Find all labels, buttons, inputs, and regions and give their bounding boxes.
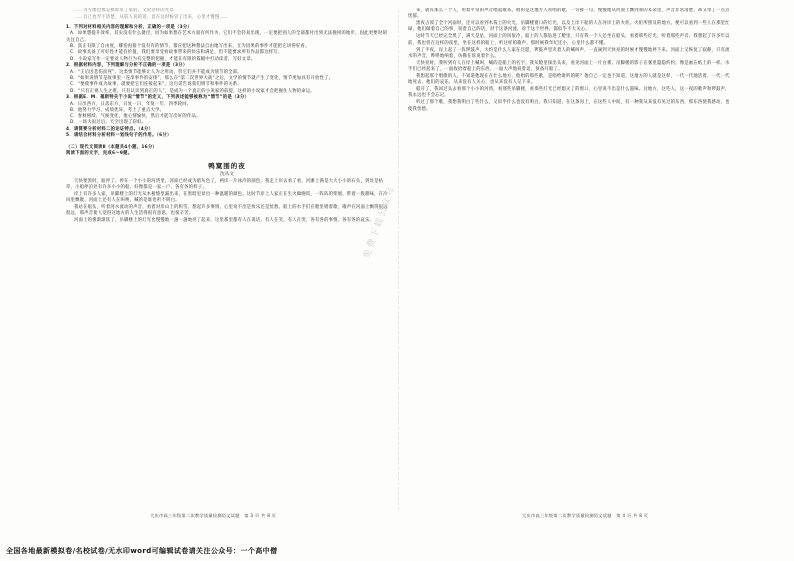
q1-option-d: D．小说家写作一定要对人物行为有完整的把握，才能在有限的篇幅中打动读者，写好文章。: [70, 56, 256, 62]
q3-option-d: D．一场大雨过后，天空出现了彩虹。: [70, 120, 147, 126]
article-title: 鸭窠围的夜: [208, 161, 246, 170]
question-1-stem: 1．下列对材料相关内容的理解和分析，正确的一项是（3分）: [66, 24, 193, 30]
q3-option-a: A．日出西方，日落东方，日复一日，年复一年，四季轮回。: [70, 101, 192, 107]
watermark-text: 免费下载公众号: [362, 184, 398, 260]
section-heading: （二）现代文阅读Ⅱ（本题共4小题，16分）: [66, 145, 158, 151]
page-footer-left: 大庆市高三年级第二次教学质量检测语文试题 第 3 页 共 8 页: [150, 513, 277, 518]
q3-option-b: B．他努力学习，成绩优异，考上了重点大学。: [70, 107, 165, 113]
article-paragraph: 天快要黑时，船停了。停在一个小小的河湾里，河面已经成为暗灰色了，两岸一片冰冷的颜色。我走上岸去看了看，河滩上满是大大小小的石头，到处是枯草，小船停泊处有许多小小的船，好像都是一家一户，各有各的样子。: [66, 178, 384, 190]
article-paragraph: 这时节天已经完全黑了，满天是星，河面上的风很冷，船上的人都钻进了舱里，只有我一个人还坐在船头，看着那些灯光，听着那些声音。我想起了许多年以前，我也曾在这样的夜里，坐在这样的船上，听这样的歌声，那时候我年纪还小，心里什么都不懂。: [408, 34, 730, 46]
q3-option-c: C．春秋相续，气候变化，他心情愉快，然后才能写出好的作品。: [70, 114, 201, 120]
top-line: ……自己也弄不清楚，从前人说的话，竟在这时候冒了出来，心里才慢慢……: [74, 14, 229, 20]
article-paragraph: 船开了，我回过头去看那个小小的河湾，看那些吊脚楼，看那些灯光已经熄灭了的窗口，心里说不出是什么滋味。这地方，这些人，这一夜的歌声和锣鼓声，我永远也不会忘记。: [408, 87, 730, 99]
q1-option-b: B．真正有限了自由度，哪怕再接个没有有的情节，都应把这种想法自由地写出来，互为因果的事件才能把它讲得好看。: [70, 44, 310, 50]
article-paragraph: 到了半夜，岸上起了一阵锣鼓声，大约是什么人家在还愿，锣鼓声里夹着人的喊叫声，一直闹到天快亮的时候才慢慢地停下来。河面上又恢复了寂静，只有流水的声音，哗哗地响着，仿佛在诉说着什么。: [408, 47, 730, 59]
q2-option-c: C．“要使事件成为故事，就要把它们连接起来”，这句话告诉我们情节和事件的关系。: [70, 82, 242, 88]
page-footer-right: 大庆市高三年级第二次教学质量检测语文试题 第 4 页 共 8 页: [522, 513, 649, 518]
q2-option-d: D．“只有正视人生之难，只有认识到真正的人”，是成为一个真正的小说家的前提，这样的小说家才会把握住人物的命运。: [70, 88, 315, 94]
question-2-stem: 2．根据材料内容，下列理解与分析不正确的一项是（3分）: [66, 62, 188, 68]
article-author: 沈从文: [220, 171, 234, 177]
question-3-stem: 3．根据E．M．福斯特关于小说“情节”的定义，下列表述能够被称为“情节”的是（3分）: [66, 94, 250, 100]
article-paragraph: 我站在船头，听着河水流动的声音，看着对岸山上的积雪，想起许多事情，心里说不出是快乐还是忧愁。船上的水手们在舱里唱着歌，歌声在河面上飘得很远很远，那声音使人觉得这地方的人生活得很有意思，也很辛苦。: [66, 205, 388, 217]
right-column: [408, 8, 733, 513]
top-line: ……为雪地也像是被欺负了似的，又说这样的光景: [74, 8, 175, 13]
article-paragraph: 黑夜占领了全个河面时，还可以看到木筏上的火光，吊脚楼窗口的灯光，以及上岸下船的人在河岸上的火炬。火炬所照及的地方，便可以看到一些人在那里忙碌，他们做着自己的事，说着自己的话，对于这条河流，对于这个世界，都似乎不大关心。: [408, 21, 730, 33]
article-paragraph: 我想起那个唱歌的人，不知道他现在在什么地方，他唱的那些歌，是唱给谁听的呢？他自己一定也不知道。这地方的人就是这样，一代一代地活着，一代一代地死去，他们的哀乐，从来没有人关心，也从来没有人记下来。: [408, 73, 730, 86]
bottom-banner: 全国各地最新模拟卷/名校试卷/无水印word可编辑试卷请关注公众号：一个高中僧: [6, 547, 278, 555]
q2-option-a: A．“王后因悲伤而死”，这类情节能够让人为之所动，但它们并不能成为情节的全部。: [70, 69, 242, 75]
article-paragraph: 来，就有那么一个人，用着平常的声音唱起歌来。唱的是这地方人常唱的歌，一句接一句，慢慢地从河面上飘到我的耳朵里，声音非常清楚，却又带了一点点忧郁。: [408, 8, 730, 20]
left-column: [66, 8, 388, 513]
section-instruction: 阅读下面的文字，完成6～9题。: [66, 151, 133, 157]
article-paragraph: 岸上有许多人家，吊脚楼上的灯光从木板缝里漏出来，在黑暗里显出一种温暖的颜色。这时节岸上人家正在生火做晚饭，一阵阵的柴烟，带着一股甜味，在冷风里飘散。河面上还有人在叫唤，喊的是谁也听不明白。: [66, 191, 388, 204]
q1-option-a: A．如果想提升效率，其实没有什么捷径，因为如果想在艺术方面有所作为，它们不会轻易出现，一定要把别人的全部都付出到无法挽回的地步，因此更要时刻关注自己。: [66, 31, 387, 43]
question-5: 5．请结合材料分析材料一划线句子的作用。（6分）: [66, 133, 172, 139]
article-paragraph: 河面上的雾渐渐浓了，吊脚楼上的灯光也慢慢地一盏一盏地亮了起来，这里那里都有人在说话，有人在笑，有人在哭，各有各的事情，各有各的哀乐。: [74, 218, 375, 224]
article-paragraph: 天快亮时，我听到有人在岸上喊叫，喊的是船上的名字。我从舱里探出头来，看见河面上一片白雾，吊脚楼的影子在雾里隐隐约约，像是画在纸上的一样。水手们已经起来了，一面收拾着船上的东西，一面大声地说着话，预备开船了。: [408, 60, 730, 73]
column-divider: [398, 10, 399, 510]
article-paragraph: 听过了那个歌，我想我明白了些什么，又似乎什么也没有明白。我只知道，在这条河上，在这些人中间，有一种我从来没有见过的东西，那东西使我感动，也使我忧愁。: [408, 100, 730, 112]
q1-option-c: C．故事具备了可好性才能有价值，我们要享受看故事带来的快乐和满足，但不能要求所有作品都这样写。: [70, 50, 283, 56]
q2-option-b: B．“如果说情节是故事里一连串事件的安排”，那么在“第二次世界大战”之后，文学的情节就产生了变化，情节更加具有开放性了。: [70, 75, 334, 81]
question-4: 4．请简要分析材料二的论证特点。（4分）: [66, 126, 154, 132]
